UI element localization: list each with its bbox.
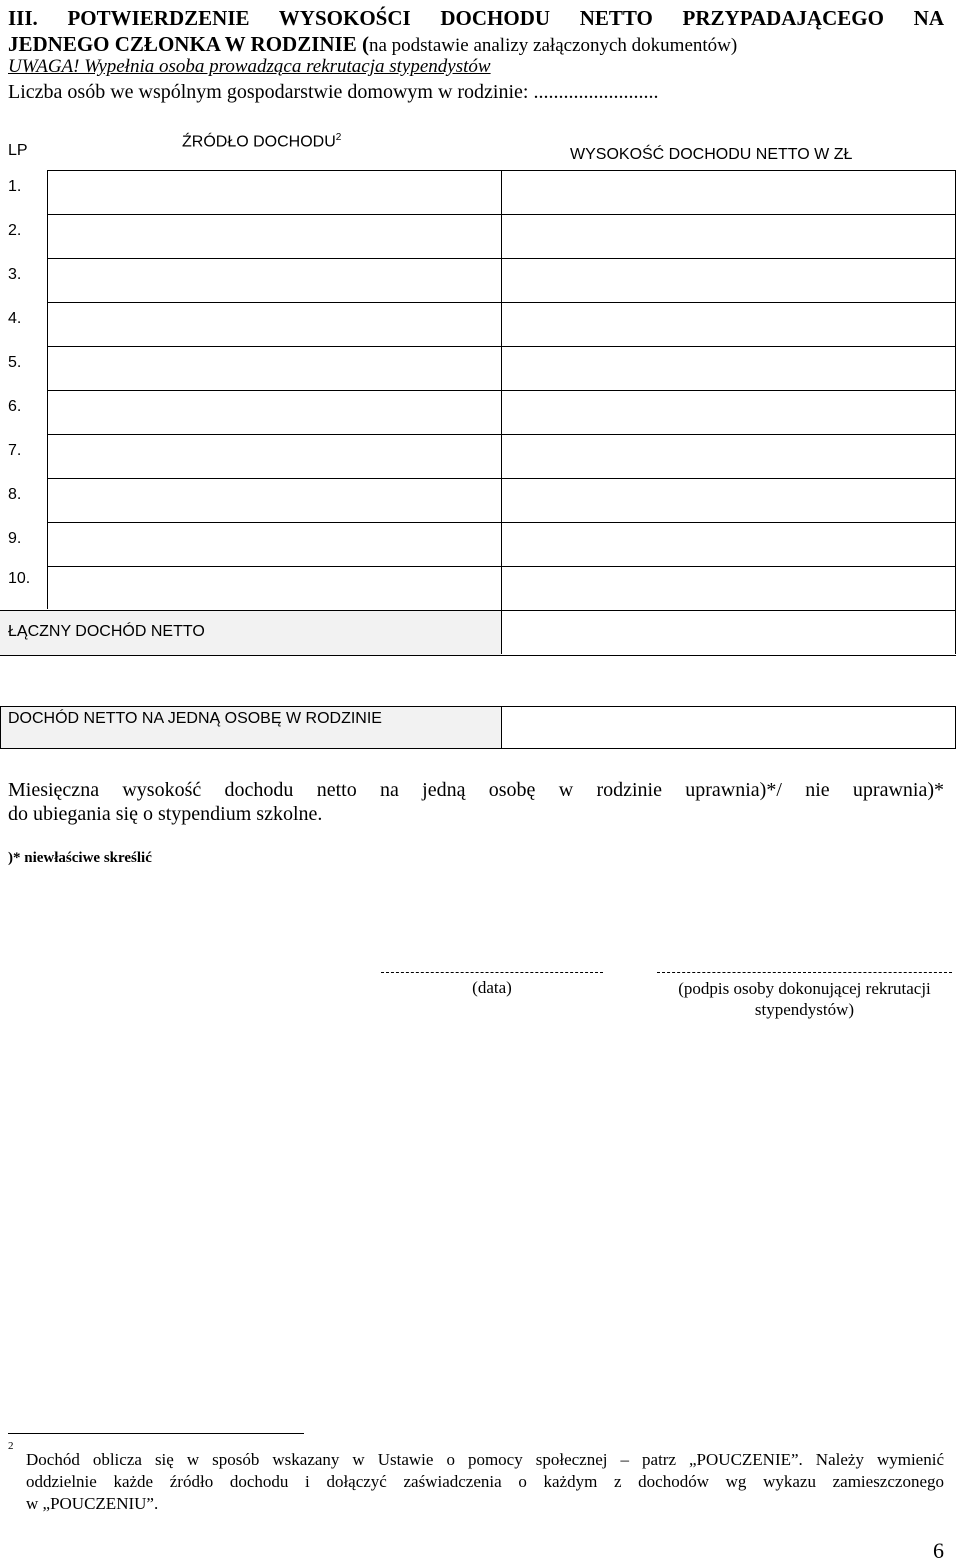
section-title-line1: III. POTWIERDZENIE WYSOKOŚCI DOCHODU NETTO PRZYPADAJĄCEGO NA bbox=[8, 6, 944, 30]
total-label-cell bbox=[0, 610, 501, 656]
table-row bbox=[0, 346, 956, 390]
table-row bbox=[0, 434, 956, 478]
footnote-line3: w „POUCZENIU”. bbox=[26, 1494, 159, 1513]
amount-cell[interactable] bbox=[501, 390, 956, 435]
total-amount-cell[interactable] bbox=[501, 610, 956, 656]
row-number: 9. bbox=[8, 530, 22, 547]
table-row bbox=[0, 170, 956, 214]
row-number: 5. bbox=[8, 354, 22, 371]
source-cell[interactable] bbox=[47, 170, 501, 215]
amount-cell[interactable] bbox=[501, 302, 956, 347]
per-person-amount-cell[interactable] bbox=[502, 707, 955, 748]
date-signature-line[interactable] bbox=[381, 972, 603, 973]
table-row bbox=[0, 566, 956, 610]
amount-cell[interactable] bbox=[501, 434, 956, 479]
signature-label bbox=[657, 978, 952, 1020]
page-number: 6 bbox=[933, 1538, 944, 1563]
source-cell[interactable] bbox=[47, 566, 501, 611]
per-person-label: DOCHÓD NETTO NA JEDNĄ OSOBĘ W RODZINIE bbox=[8, 710, 382, 727]
table-row bbox=[0, 390, 956, 434]
eligibility-line1: Miesięczna wysokość dochodu netto na jedną osobę w rodzinie uprawnia)*/ nie uprawnia)* bbox=[8, 779, 944, 801]
section-title-note: na podstawie analizy załączonych dokumentów) bbox=[368, 35, 738, 56]
amount-cell[interactable] bbox=[501, 214, 956, 259]
signature-line[interactable] bbox=[657, 972, 952, 973]
per-person-table bbox=[0, 706, 956, 749]
per-person-label-cell bbox=[1, 707, 502, 748]
section-title-line2 bbox=[8, 32, 737, 58]
date-label: (data) bbox=[472, 978, 512, 997]
table-row bbox=[0, 258, 956, 302]
amount-cell[interactable] bbox=[501, 258, 956, 303]
row-number: 8. bbox=[8, 486, 22, 503]
source-cell[interactable] bbox=[47, 346, 501, 391]
table-row bbox=[0, 522, 956, 566]
row-number: 10. bbox=[8, 570, 31, 587]
signature-label-line2: stypendystów) bbox=[754, 1000, 855, 1019]
signature-label-line1: (podpis osoby dokonującej rekrutacji bbox=[678, 979, 931, 998]
amount-cell[interactable] bbox=[501, 522, 956, 567]
amount-cell[interactable] bbox=[501, 566, 956, 611]
household-count-field[interactable]: Liczba osób we wspólnym gospodarstwie domowym w rodzinie: ......................... bbox=[8, 81, 659, 103]
source-cell[interactable] bbox=[47, 390, 501, 435]
footnote-line2: oddzielnie każde źródło dochodu i dołączyć zaświadczenia o każdym z dochodów wg wykazu zamieszczonego bbox=[26, 1472, 944, 1491]
table-row bbox=[0, 302, 956, 346]
row-number: 4. bbox=[8, 310, 22, 327]
column-header-amount: WYSOKOŚĆ DOCHODU NETTO W ZŁ bbox=[570, 146, 853, 163]
row-number: 1. bbox=[8, 178, 22, 195]
column-header-source bbox=[182, 132, 341, 151]
source-cell[interactable] bbox=[47, 302, 501, 347]
row-number: 2. bbox=[8, 222, 22, 239]
footnote-text bbox=[26, 1449, 944, 1515]
amount-cell[interactable] bbox=[501, 478, 956, 523]
column-header-source-label: ŹRÓDŁO DOCHODU bbox=[182, 133, 336, 151]
source-cell[interactable] bbox=[47, 522, 501, 567]
table-row bbox=[0, 214, 956, 258]
income-table bbox=[0, 130, 956, 655]
row-number: 6. bbox=[8, 398, 22, 415]
table-row bbox=[0, 478, 956, 522]
section-title-bold: JEDNEGO CZŁONKA W RODZINIE ( bbox=[8, 32, 369, 56]
amount-cell[interactable] bbox=[501, 346, 956, 391]
eligibility-statement bbox=[8, 778, 944, 826]
column-header-lp: LP bbox=[8, 142, 28, 159]
amount-cell[interactable] bbox=[501, 170, 956, 215]
footnote-divider bbox=[8, 1433, 304, 1434]
source-cell[interactable] bbox=[47, 258, 501, 303]
row-number: 7. bbox=[8, 442, 22, 459]
uwaga-note: UWAGA! Wypełnia osoba prowadząca rekrutacja stypendystów bbox=[8, 56, 491, 77]
source-cell[interactable] bbox=[47, 214, 501, 259]
eligibility-line2: do ubiegania się o stypendium szkolne. bbox=[8, 803, 323, 825]
footnote-line1: Dochód oblicza się w sposób wskazany w Ustawie o pomocy społecznej – patrz „POUCZENIE”. Należy wymienić bbox=[26, 1450, 944, 1469]
footnote-marker: 2 bbox=[8, 1440, 14, 1452]
total-label: ŁĄCZNY DOCHÓD NETTO bbox=[8, 623, 205, 640]
source-cell[interactable] bbox=[47, 478, 501, 523]
row-number: 3. bbox=[8, 266, 22, 283]
source-cell[interactable] bbox=[47, 434, 501, 479]
footnote-ref: 2 bbox=[335, 132, 342, 143]
strike-note: )* niewłaściwe skreślić bbox=[8, 850, 152, 866]
